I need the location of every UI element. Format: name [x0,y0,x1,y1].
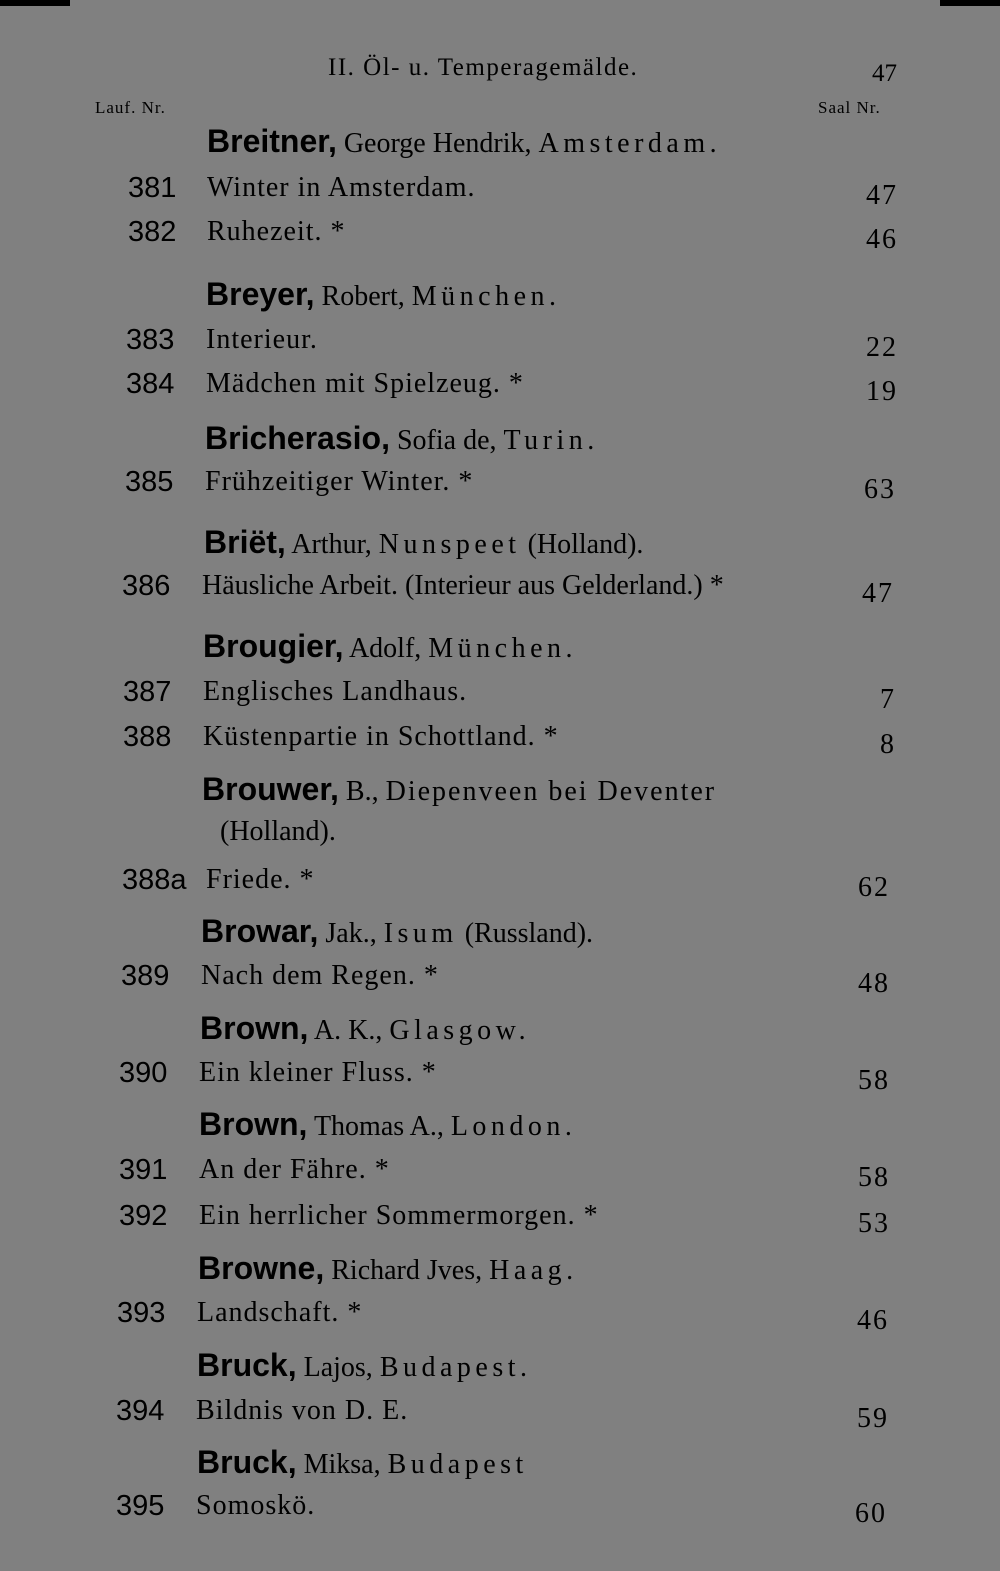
artist-surname: Brougier, [203,628,344,664]
entry-title: Bildnis von D. E. [196,1395,409,1426]
artist-given-name: Adolf, [348,633,422,664]
entry-number: 388 [123,721,172,753]
page-edge-shadow-left [0,0,70,6]
entry-room-number: 47 [866,180,898,211]
artist-place: Glasgow. [389,1015,531,1046]
artist-heading-bricherasio [205,420,599,457]
entry-number: 387 [123,676,172,708]
artist-place: München. [411,281,561,312]
entry-title: Ruhezeit. * [207,216,346,247]
entry-number: 394 [116,1395,165,1427]
artist-place: Amsterdam. [538,128,722,159]
artist-place: München. [428,633,578,664]
column-header-lauf-nr: Lauf. Nr. [95,98,166,117]
entry-room-number: 22 [866,332,898,363]
artist-surname: Brown, [199,1106,308,1142]
artist-surname: Browar, [201,913,319,949]
entry-number: 393 [117,1297,166,1329]
entry-room-number: 58 [858,1162,890,1193]
artist-heading-bruck-lajos [197,1347,532,1384]
entry-number: 391 [119,1154,168,1186]
entry-room-number: 46 [866,224,898,255]
artist-place: Budapest [387,1449,528,1480]
page-edge-shadow-right [940,0,1000,6]
entry-title: Mädchen mit Spielzeug. * [206,368,524,399]
artist-given-name: Sofia de, [396,425,497,456]
entry-room-number: 60 [855,1498,887,1529]
entry-number: 382 [128,216,177,248]
artist-surname: Bruck, [197,1347,297,1383]
artist-place: Turin. [503,425,599,456]
entry-number: 384 [126,368,175,400]
entry-number: 390 [119,1057,168,1089]
entry-room-number: 47 [862,578,894,609]
entry-number: 381 [128,172,177,204]
artist-surname: Breyer, [206,276,315,312]
artist-place: Isum [383,918,458,949]
artist-surname: Browne, [198,1250,325,1286]
entry-room-number: 48 [858,968,890,999]
artist-place: Nunspeet [378,529,521,560]
artist-given-name: Lajos, [303,1352,373,1383]
entry-number: 388a [122,864,187,896]
entry-title: Interieur. [206,324,318,355]
artist-surname: Bruck, [197,1444,297,1480]
page-number: 47 [872,60,897,87]
entry-title: Häusliche Arbeit. (Interieur aus Gelderland.) * [202,570,724,601]
artist-given-name: Thomas A., [313,1111,444,1142]
entry-title: Landschaft. * [197,1297,363,1328]
artist-heading-continuation: (Holland). [220,816,336,847]
entry-title: Winter in Amsterdam. [207,172,476,203]
artist-given-name: Richard Jves, [331,1255,483,1286]
artist-given-name: George Hendrik, [343,128,532,159]
column-header-saal-nr: Saal Nr. [818,98,881,117]
entry-room-number: 46 [857,1305,889,1336]
entry-room-number: 59 [857,1403,889,1434]
artist-place: Haag. [489,1255,578,1286]
artist-surname: Breitner, [207,123,337,159]
artist-heading-brouwer [202,771,716,808]
entry-title: Friede. * [206,864,315,895]
entry-title: Küstenpartie in Schottland. * [203,721,559,752]
entry-number: 385 [125,466,174,498]
artist-heading-brougier [203,628,577,665]
artist-heading-bruck-miksa [197,1444,528,1481]
entry-room-number: 62 [858,872,890,903]
artist-heading-browne [198,1250,578,1287]
entry-number: 395 [116,1490,165,1522]
entry-room-number: 7 [880,684,896,715]
artist-country: (Russland). [464,918,594,949]
entry-room-number: 58 [858,1065,890,1096]
artist-heading-brown-thomas-a [199,1106,576,1143]
artist-surname: Brouwer, [202,771,339,807]
artist-given-name: Miksa, [303,1449,381,1480]
entry-title: Ein herrlicher Sommermorgen. * [199,1200,599,1231]
artist-heading-browar [201,913,593,950]
running-head: II. Öl- u. Temperagemälde. [328,54,639,81]
artist-surname: Bricherasio, [205,420,390,456]
artist-surname: Brown, [200,1010,309,1046]
entry-title: Frühzeitiger Winter. * [205,466,474,497]
artist-given-name: Jak., [325,918,377,949]
entry-title: Nach dem Regen. * [201,960,439,991]
entry-title: Englisches Landhaus. [203,676,468,707]
artist-heading-briet [204,524,643,561]
entry-room-number: 53 [858,1208,890,1239]
entry-number: 386 [122,570,171,602]
artist-place: Diepenveen bei Deventer [385,776,717,807]
artist-surname: Briët, [204,524,286,560]
artist-given-name: A. K., [313,1015,383,1046]
artist-given-name: B., [345,776,379,807]
entry-number: 392 [119,1200,168,1232]
entry-room-number: 19 [866,376,898,407]
artist-given-name: Arthur, [291,529,372,560]
entry-number: 389 [121,960,170,992]
entry-title: Ein kleiner Fluss. * [199,1057,437,1088]
artist-place: London. [450,1111,577,1142]
artist-heading-breitner [207,123,721,160]
entry-room-number: 8 [880,729,896,760]
entry-title: An der Fähre. * [199,1154,390,1185]
artist-heading-brown-a-k [200,1010,530,1047]
artist-heading-breyer [206,276,561,313]
entry-room-number: 63 [864,474,896,505]
entry-number: 383 [126,324,175,356]
artist-given-name: Robert, [321,281,405,312]
artist-place: Budapest. [379,1352,532,1383]
entry-title: Somoskö. [196,1490,316,1521]
artist-country: (Holland). [527,529,644,560]
